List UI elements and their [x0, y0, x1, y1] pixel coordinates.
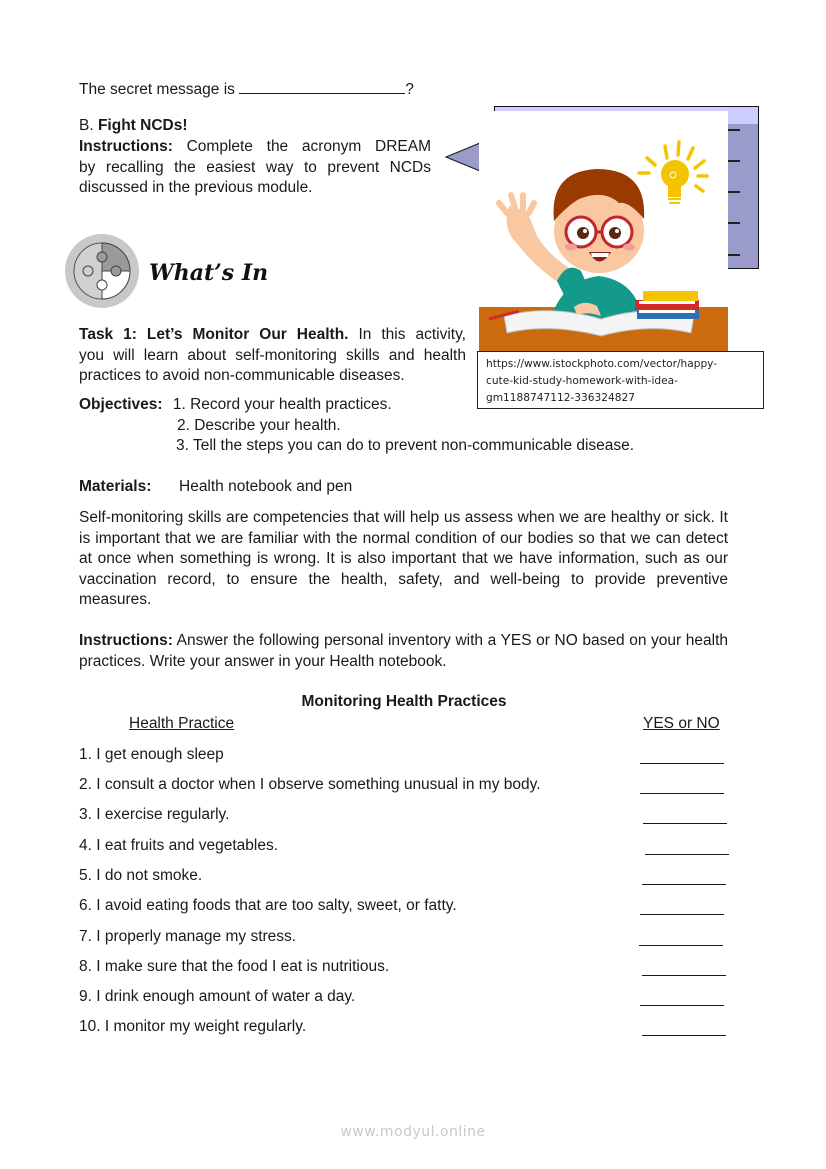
credit-line-2[interactable]: cute-kid-study-homework-with-idea- [486, 375, 678, 387]
answer-line-r[interactable] [728, 160, 740, 162]
kid-studying-illustration [479, 111, 728, 351]
puzzle-icon [64, 233, 140, 309]
task1-paragraph [79, 325, 466, 387]
section-letter: B. [79, 117, 94, 134]
section-b-heading [79, 117, 188, 135]
inventory-item: 3. I exercise regularly. [79, 806, 230, 823]
answer-blank[interactable] [643, 823, 727, 824]
answer-blank[interactable] [639, 945, 723, 946]
inventory-item: 1. I get enough sleep [79, 746, 224, 763]
task1-line-1 [79, 325, 466, 346]
inventory-item: 5. I do not smoke. [79, 867, 203, 884]
answer-blank[interactable] [640, 914, 724, 915]
objective-item: 3. Tell the steps you can do to prevent non-communicable disease. [176, 437, 635, 454]
task1-line-3: practices to avoid non-communicable diseases. [79, 367, 405, 384]
question-mark: ? [405, 81, 414, 98]
inventory-item: 9. I drink enough amount of water a day. [79, 988, 356, 1005]
inventory-instructions [79, 631, 728, 672]
task1-title: Task 1: Let’s Monitor Our Health. [79, 326, 349, 343]
instructions-label: Instructions: [79, 632, 173, 649]
objective-item: 2. Describe your health. [177, 417, 341, 434]
column-header-answer: YES or NO [643, 715, 720, 732]
answer-line-m[interactable] [728, 254, 740, 256]
inventory-item: 10. I monitor my weight regularly. [79, 1018, 307, 1035]
instructions-text-1: Complete the acronym DREAM [186, 138, 432, 155]
task1-text-1: In this activity, [358, 326, 466, 343]
instructions-line-1 [79, 137, 431, 158]
objectives-label: Objectives: [79, 396, 163, 413]
answer-blank[interactable] [642, 975, 726, 976]
inventory-item: 4. I eat fruits and vegetables. [79, 837, 279, 854]
materials-row [79, 478, 353, 496]
instructions-line-3: discussed in the previous module. [79, 179, 313, 196]
materials-value: Health notebook and pen [179, 478, 353, 495]
objective-item: 1. Record your health practices. [172, 396, 392, 413]
image-credit-box [477, 351, 764, 409]
answer-line-d[interactable] [728, 129, 740, 131]
whats-in-heading: What’s In [149, 260, 269, 286]
answer-blank[interactable] [645, 854, 729, 855]
answer-blank[interactable] [640, 763, 724, 764]
instructions-label: Instructions: [79, 138, 173, 155]
materials-label: Materials: [79, 478, 152, 495]
answer-line-e[interactable] [728, 191, 740, 193]
section-b-title: Fight NCDs! [97, 117, 188, 134]
inventory-item: 6. I avoid eating foods that are too salty, sweet, or fatty. [79, 897, 457, 914]
inventory-item: 7. I properly manage my stress. [79, 928, 297, 945]
pointer-arrow-icon [444, 141, 484, 173]
objectives-row-1 [79, 396, 392, 414]
watermark: www.modyul.online [340, 1124, 486, 1140]
credit-line-3[interactable]: gm1188747112-336324827 [486, 392, 635, 404]
answer-blank[interactable] [640, 1005, 724, 1006]
secret-message-label: The secret message is [79, 81, 235, 98]
secret-message-blank[interactable] [239, 79, 405, 94]
credit-line-1[interactable]: https://www.istockphoto.com/vector/happy- [486, 358, 718, 370]
instructions-text: Answer the following personal inventory with a YES or NO based on your health practices. Write your answer in your Health notebook. [79, 632, 729, 670]
answer-blank[interactable] [640, 793, 724, 794]
self-monitoring-paragraph: Self-monitoring skills are competencies that will help us assess when we are healthy or sick. It is important that we are familiar with the normal condition of our bodies so that we can detect at once when something is wrong. It is also important that we have information, such as our vaccination record, to ensure the health, safety, and well-being to provide preventive measures. [79, 509, 728, 608]
secret-message-line [79, 79, 414, 99]
book-stack [635, 291, 699, 319]
answer-blank[interactable] [642, 884, 726, 885]
instructions-line-2: by recalling the easiest way to prevent NCDs [79, 158, 431, 176]
answer-blank[interactable] [642, 1035, 726, 1036]
column-header-practice: Health Practice [129, 715, 235, 732]
answer-line-a[interactable] [728, 222, 740, 224]
lightbulb-icon [661, 160, 689, 203]
inventory-item: 2. I consult a doctor when I observe something unusual in my body. [79, 776, 541, 793]
task1-line-2: you will learn about self-monitoring skills and health [79, 346, 466, 364]
inventory-item: 8. I make sure that the food I eat is nutritious. [79, 958, 390, 975]
section-b-instructions [79, 137, 431, 199]
inventory-title: Monitoring Health Practices [301, 693, 507, 710]
